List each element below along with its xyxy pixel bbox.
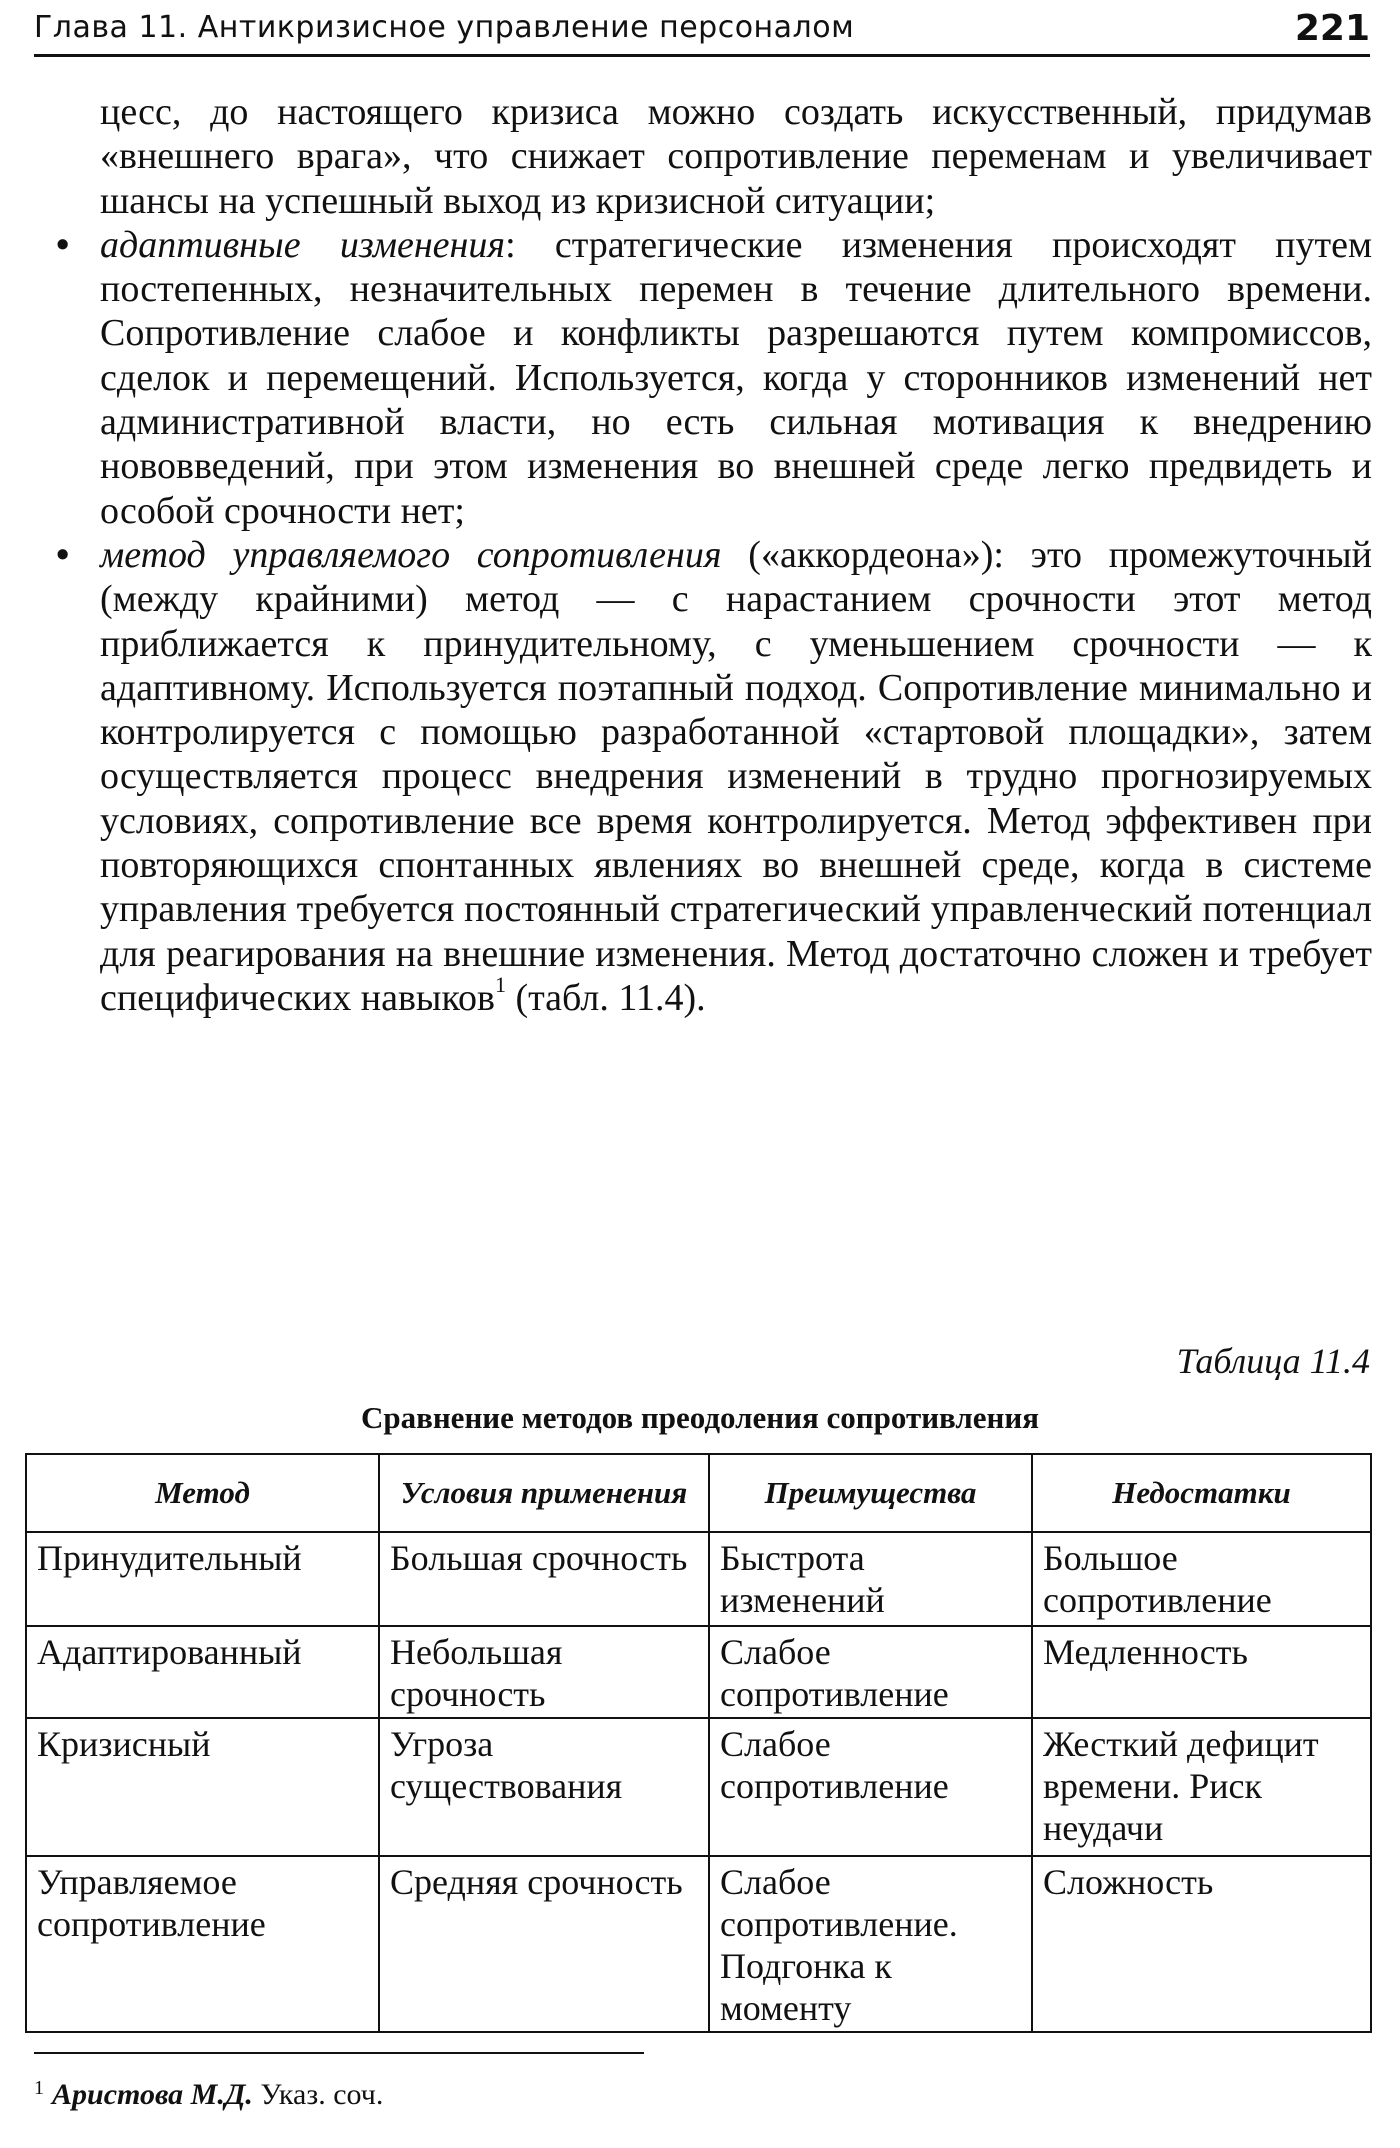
table-row xyxy=(26,1626,1371,1718)
header-method: Метод xyxy=(26,1454,379,1532)
table-cell: Слабое сопротивление xyxy=(709,1626,1032,1718)
bullet-adaptive-changes xyxy=(56,223,1372,533)
table-cell: Сложность xyxy=(1032,1856,1371,2032)
table-cell: Небольшая срочность xyxy=(379,1626,709,1718)
header-conditions: Условия применения xyxy=(379,1454,709,1532)
running-header xyxy=(34,8,1370,57)
header-disadvantages: Недостатки xyxy=(1032,1454,1371,1532)
table-cell: Быстрота изменений xyxy=(709,1532,1032,1626)
table-title: Сравнение методов преодоления сопротивления xyxy=(360,1400,1040,1435)
footnote-author: Аристова М.Д. xyxy=(52,2078,253,2111)
footnote-reference: 1 xyxy=(494,972,506,998)
table-row xyxy=(26,1532,1371,1626)
term-managed-resistance: метод управляемого сопротивления xyxy=(100,533,722,576)
main-text xyxy=(56,90,1372,1020)
footnote xyxy=(34,2078,383,2112)
table-cell: Кризисный xyxy=(26,1718,379,1856)
table-row xyxy=(26,1718,1371,1856)
bullet-text: («аккордеона»): это промежуточный (между крайними) метод — с нарастанием срочности этот метод приближается к принудительному, с уменьшением срочности — к адаптивному. Используется поэтапный подход. Сопротивление минимально и контролируется с помощью разработанной «стартовой площадки», затем осуществляется процесс внедрения изменений в трудно прогнозируемых условиях, сопротивление все время контролируется. Метод эффективен при повторяющихся спонтанных явлениях во внешней среде, когда в системе управления требуется постоянный стратегический управленческий потенциал для реагирования на внешние изменения. Метод достаточно сложен и требует специфических навыков xyxy=(100,533,1372,1019)
table-cell: Слабое сопротивление. Подгонка к моменту xyxy=(709,1856,1032,2032)
bullet-tail: (табл. 11.4). xyxy=(505,976,706,1019)
table-number: Таблица 11.4 xyxy=(1176,1341,1370,1381)
bullet-marker: • xyxy=(56,533,70,576)
table-cell: Большая срочность xyxy=(379,1532,709,1626)
continued-paragraph: цесс, до настоящего кризиса можно создать искусственный, придумав «внешнего врага», что снижает сопротивление переменам и увеличивает шансы на успешный выход из кризисной ситуации; xyxy=(100,91,1372,222)
bullet-managed-resistance xyxy=(56,533,1372,1020)
header-advantages: Преимущества xyxy=(709,1454,1032,1532)
page-number: 221 xyxy=(1294,8,1370,49)
table-cell: Управляемое сопротивление xyxy=(26,1856,379,2032)
table-cell: Угроза существования xyxy=(379,1718,709,1856)
footnote-divider xyxy=(34,2052,644,2054)
table-cell: Слабое сопротивление xyxy=(709,1718,1032,1856)
comparison-table xyxy=(25,1453,1372,2033)
table-cell: Большое сопротивление xyxy=(1032,1532,1371,1626)
term-adaptive: адаптивные изменения xyxy=(100,223,506,266)
bullet-text: : стратегические изменения происходят путем постепенных, незначительных перемен в течение длительного времени. Сопротивление слабое и конфликты разрешаются путем компромиссов, сделок и перемещений. Используется, когда у сторонников изменений нет административной власти, но есть сильная мотивация к внедрению нововведений, при этом изменения во внешней среде легко предвидеть и особой срочности нет; xyxy=(100,223,1372,532)
table-cell: Принудительный xyxy=(26,1532,379,1626)
table-cell: Адаптированный xyxy=(26,1626,379,1718)
bullet-marker: • xyxy=(56,223,70,266)
chapter-title: Глава 11. Антикризисное управление персоналом xyxy=(34,10,855,45)
table-cell: Средняя срочность xyxy=(379,1856,709,2032)
table-row xyxy=(26,1856,1371,2032)
footnote-mark: 1 xyxy=(34,2077,44,2099)
table-header-row xyxy=(26,1454,1371,1532)
table-cell: Жесткий дефицит времени. Риск неудачи xyxy=(1032,1718,1371,1856)
table-cell: Медленность xyxy=(1032,1626,1371,1718)
footnote-text: Указ. соч. xyxy=(252,2078,384,2111)
